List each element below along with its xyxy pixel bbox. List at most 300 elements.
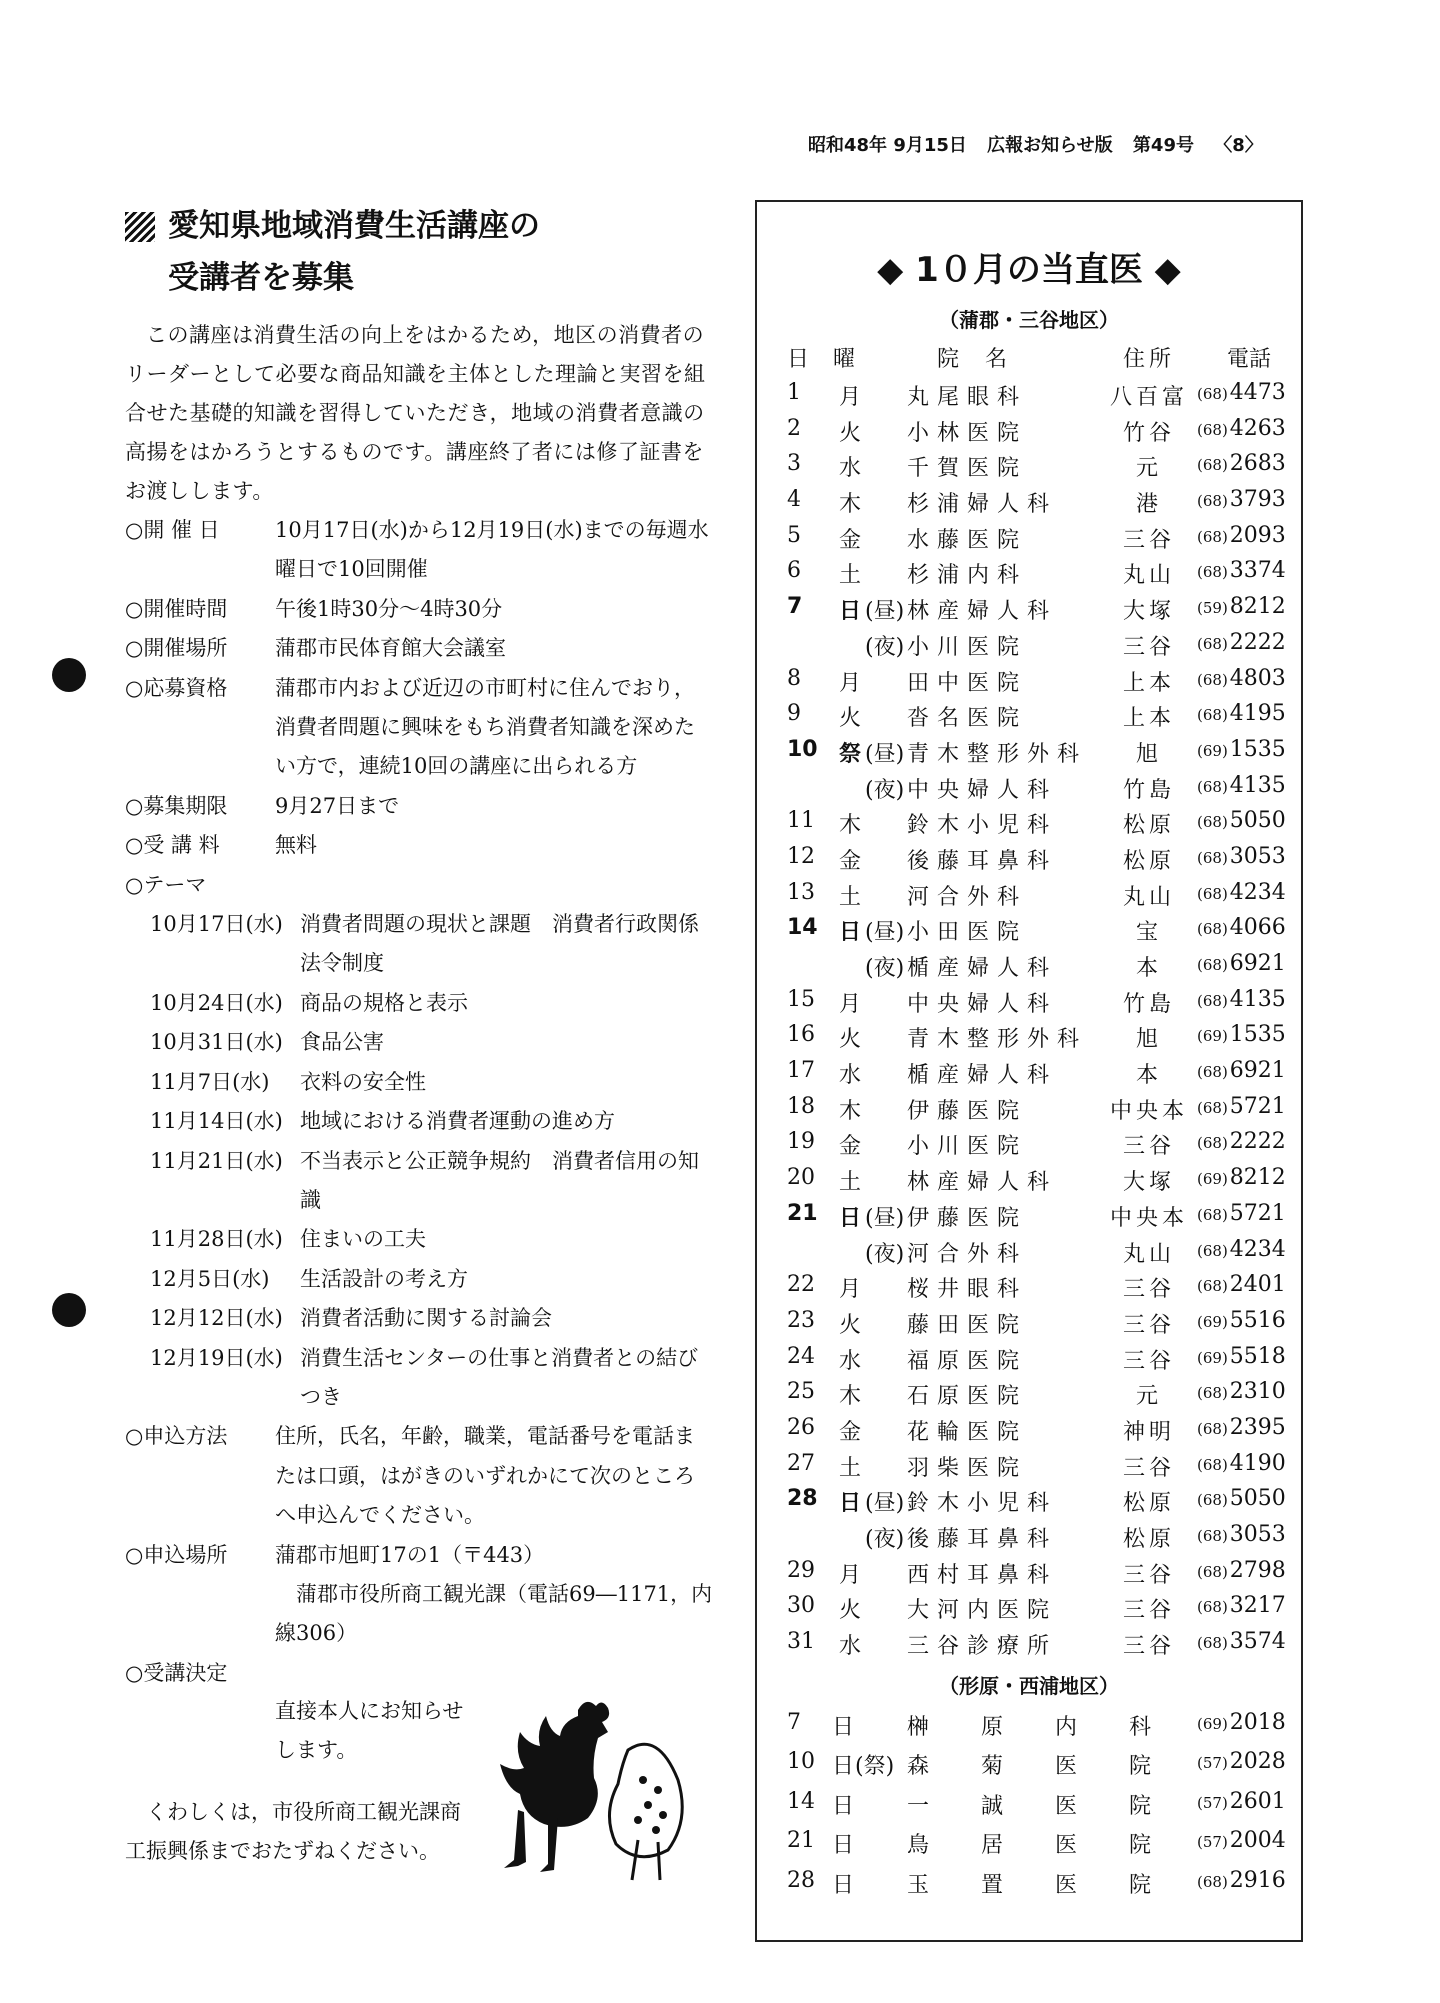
info-value: 蒲郡市民体育館大会議室 [275, 636, 506, 661]
row-address: 中央本 [1109, 1205, 1188, 1231]
row-day: 20 [787, 1165, 815, 1191]
row-weekday: 火 [839, 706, 862, 732]
row-phone [1197, 1710, 1286, 1735]
row-phone [1197, 451, 1286, 476]
row-clinic: 楯産婦人科 [907, 1063, 1058, 1089]
row-clinic: 田中医院 [907, 670, 1028, 696]
row-weekday: 日 [839, 1205, 862, 1231]
row-exchange: (68) [1197, 1598, 1228, 1617]
row-exchange: (69) [1197, 1170, 1228, 1189]
row-phone [1197, 380, 1286, 405]
row-clinic: 一誠医院 [907, 1793, 1204, 1819]
row-number: 2028 [1229, 1749, 1286, 1775]
row-exchange: (69) [1197, 741, 1228, 760]
table-row [787, 1237, 1287, 1273]
row-weekday: 月 [839, 385, 862, 410]
row-weekday: 土 [839, 1170, 862, 1196]
row-address: 旭 [1135, 741, 1162, 767]
table-row [787, 1272, 1287, 1308]
row-number: 4803 [1229, 665, 1286, 691]
row-weekday: 金 [839, 1134, 862, 1160]
article-title-line2: 受講者を募集 [168, 260, 354, 296]
theme-date: 12月5日(水) [150, 1266, 270, 1291]
row-address: 三谷 [1122, 527, 1175, 553]
table-row [787, 701, 1287, 737]
row-exchange: (68) [1197, 1419, 1228, 1438]
row-clinic: 水藤医院 [907, 527, 1028, 553]
row-phone [1197, 737, 1286, 762]
row-address: 三谷 [1122, 1634, 1175, 1660]
info-value: 無料 [275, 833, 317, 858]
row-number: 3793 [1229, 487, 1286, 513]
theme-topic: 消費者問題の現状と課題 消費者行政関係法令制度 [300, 912, 699, 976]
row-clinic: 河合外科 [907, 884, 1028, 910]
info-label: ○応募資格 [125, 675, 228, 700]
row-clinic: 藤田医院 [907, 1312, 1028, 1338]
row-address: 丸山 [1122, 884, 1175, 910]
row-weekday: 土 [839, 563, 862, 589]
row-address: 八百富 [1109, 385, 1188, 410]
row-exchange: (68) [1197, 848, 1228, 867]
row-clinic: 玉置医院 [907, 1872, 1204, 1898]
row-clinic: 福原医院 [907, 1348, 1028, 1374]
row-day: 10 [787, 736, 818, 762]
row-clinic: 三谷診療所 [907, 1634, 1058, 1660]
row-phone [1197, 1201, 1286, 1226]
info-value: 10月17日(水)から12月19日(水)までの毎週水曜日で10回開催 [275, 518, 709, 582]
row-phone [1197, 844, 1286, 869]
row-weekday: 火 [839, 420, 862, 446]
row-number: 5518 [1229, 1343, 1286, 1369]
row-exchange: (68) [1197, 1277, 1228, 1296]
row-weekday: 日 [832, 1754, 855, 1780]
table-row [787, 1868, 1287, 1907]
row-weekday: 日 [832, 1872, 855, 1898]
row-weekday: 火 [839, 1027, 862, 1053]
row-address: 大塚 [1122, 1170, 1175, 1196]
row-day: 14 [787, 1788, 815, 1814]
row-weekday: 火 [839, 1312, 862, 1338]
table-row [787, 880, 1287, 916]
row-number: 5050 [1229, 1486, 1286, 1512]
row-number: 2222 [1229, 629, 1286, 655]
theme-item [150, 984, 715, 1023]
article-title-line1: 愛知県地域消費生活講座の [168, 208, 540, 244]
table-row [787, 558, 1287, 594]
row-phone [1197, 773, 1286, 798]
table-row [787, 1593, 1287, 1629]
row-address: 松原 [1122, 1527, 1175, 1552]
row-day: 24 [787, 1343, 815, 1369]
row-day: 26 [787, 1414, 815, 1440]
row-weekday: 金 [839, 527, 862, 553]
row-phone [1197, 630, 1286, 655]
row-clinic: 小田医院 [907, 920, 1028, 946]
row-number: 2004 [1229, 1828, 1286, 1854]
theme-topic: 生活設計の考え方 [300, 1266, 468, 1291]
info-item [125, 590, 715, 629]
row-holiday: (祭) [855, 1754, 895, 1780]
info-label: ○開 催 日 [125, 518, 220, 542]
info-item [125, 1536, 715, 1575]
col-phone: 電話 [1227, 347, 1272, 372]
row-clinic: 桜井眼科 [907, 1277, 1028, 1303]
row-phone [1197, 987, 1286, 1012]
row-number: 2222 [1229, 1129, 1286, 1155]
row-number: 5516 [1229, 1307, 1286, 1333]
row-number: 2401 [1229, 1272, 1286, 1298]
row-address: 上本 [1122, 670, 1175, 696]
row-exchange: (68) [1197, 813, 1228, 832]
table-row [787, 1129, 1287, 1165]
row-address: 丸山 [1122, 563, 1175, 589]
row-address: 三谷 [1122, 1455, 1175, 1481]
row-exchange: (68) [1197, 634, 1228, 653]
row-clinic: 西村耳鼻科 [907, 1562, 1058, 1588]
row-phone [1197, 1379, 1286, 1404]
info-label [125, 1575, 275, 1654]
row-weekday: 日 [839, 599, 862, 625]
row-exchange: (68) [1197, 956, 1228, 974]
row-number: 8212 [1229, 1165, 1286, 1191]
row-number: 2916 [1229, 1867, 1286, 1893]
row-number: 1535 [1229, 736, 1286, 762]
info-value [275, 866, 715, 905]
row-exchange: (68) [1197, 920, 1228, 939]
row-exchange: (69) [1197, 1027, 1228, 1046]
row-clinic: 楯産婦人科 [907, 956, 1058, 981]
row-address: 元 [1135, 1384, 1162, 1410]
info-label: ○申込場所 [125, 1542, 228, 1567]
row-shift: (昼) [865, 599, 905, 625]
row-phone [1197, 1749, 1286, 1774]
row-number: 4263 [1229, 415, 1286, 441]
row-clinic: 中央婦人科 [907, 991, 1058, 1017]
row-clinic: 沓名医院 [907, 706, 1028, 732]
row-exchange: (68) [1197, 456, 1228, 475]
row-day: 23 [787, 1307, 815, 1333]
row-exchange: (68) [1197, 563, 1228, 582]
row-phone [1197, 951, 1286, 976]
row-clinic: 小川医院 [907, 1134, 1028, 1160]
row-number: 2018 [1229, 1710, 1286, 1735]
theme-item [150, 1220, 715, 1259]
row-day: 19 [787, 1129, 815, 1155]
row-weekday: 木 [839, 813, 862, 839]
info-item [125, 629, 715, 668]
row-day: 9 [787, 701, 801, 727]
row-day: 22 [787, 1272, 815, 1298]
theme-date: 12月19日(水) [150, 1345, 283, 1370]
theme-item [150, 1260, 715, 1299]
row-weekday: 日 [832, 1793, 855, 1819]
row-exchange: (68) [1197, 1455, 1228, 1474]
row-number: 3053 [1229, 843, 1286, 869]
row-weekday: 水 [839, 1063, 862, 1089]
row-phone [1197, 523, 1286, 548]
row-exchange: (57) [1197, 1754, 1228, 1773]
row-clinic: 羽柴医院 [907, 1455, 1028, 1481]
info-item [125, 866, 715, 905]
table-row [787, 1451, 1287, 1487]
row-day: 30 [787, 1593, 815, 1619]
row-number: 4066 [1229, 915, 1286, 941]
row-address: 宝 [1135, 920, 1162, 946]
row-address: 本 [1135, 1063, 1162, 1089]
row-day: 29 [787, 1557, 815, 1583]
table-row [787, 1344, 1287, 1380]
row-day: 1 [787, 380, 801, 405]
row-clinic: 林産婦人科 [907, 599, 1058, 625]
row-clinic: 森菊医院 [907, 1754, 1204, 1780]
row-address: 三谷 [1122, 1277, 1175, 1303]
info-value: 蒲郡市旭町17の1（〒443） [275, 1542, 545, 1567]
row-weekday: 日 [832, 1715, 855, 1740]
row-clinic: 小林医院 [907, 420, 1028, 446]
row-day: 3 [787, 451, 801, 477]
row-exchange: (68) [1197, 1634, 1228, 1653]
table-row [787, 1749, 1287, 1788]
theme-topic: 食品公害 [300, 1030, 384, 1055]
col-weekday: 曜 [833, 347, 856, 372]
row-day: 13 [787, 879, 815, 905]
rooster-illustration-icon [478, 1690, 708, 1890]
info-label: ○申込方法 [125, 1424, 228, 1449]
row-exchange: (68) [1197, 884, 1228, 903]
row-shift: (昼) [865, 920, 905, 946]
info-item [125, 511, 715, 590]
table-row [787, 523, 1287, 559]
row-number: 2395 [1229, 1414, 1286, 1440]
info-value: 午後1時30分～4時30分 [275, 596, 503, 621]
row-exchange: (59) [1197, 599, 1228, 618]
row-exchange: (68) [1197, 1491, 1228, 1510]
row-address: 三谷 [1122, 1134, 1175, 1160]
row-exchange: (69) [1197, 1348, 1228, 1367]
row-number: 3217 [1229, 1593, 1286, 1619]
row-address: 本 [1135, 956, 1162, 981]
row-day: 25 [787, 1379, 815, 1405]
decision-text: 直接本人にお知らせします。 [275, 1699, 464, 1762]
row-weekday: 木 [839, 1098, 862, 1124]
table-row [787, 1379, 1287, 1415]
row-phone [1197, 1828, 1286, 1853]
row-exchange: (69) [1197, 1312, 1228, 1331]
row-day: 18 [787, 1093, 815, 1119]
table-row [787, 844, 1287, 880]
info-item [125, 1417, 715, 1535]
row-clinic: 小川医院 [907, 634, 1028, 660]
theme-topic: 消費者活動に関する討論会 [300, 1306, 552, 1331]
row-exchange: (68) [1197, 1205, 1228, 1224]
table-row [787, 915, 1287, 951]
row-number: 4473 [1229, 380, 1286, 405]
info-item [125, 669, 715, 787]
row-clinic: 杉浦内科 [907, 563, 1028, 589]
row-clinic: 林産婦人科 [907, 1170, 1058, 1196]
row-number: 6921 [1229, 951, 1286, 976]
info-label: ○受講決定 [125, 1660, 228, 1685]
row-clinic: 大河内医院 [907, 1598, 1058, 1624]
table-row [787, 1308, 1287, 1344]
row-clinic: 河合外科 [907, 1241, 1028, 1267]
table-row [787, 987, 1287, 1023]
row-phone [1197, 1629, 1286, 1654]
row-weekday: 金 [839, 848, 862, 874]
row-day: 28 [787, 1486, 818, 1512]
row-exchange: (68) [1197, 1562, 1228, 1581]
article-items [125, 511, 715, 1693]
table-row [787, 630, 1287, 666]
row-phone [1197, 1451, 1286, 1476]
theme-topic: 消費生活センターの仕事と消費者との結びつき [300, 1345, 699, 1409]
row-weekday: 木 [839, 1384, 862, 1410]
row-exchange: (68) [1197, 1872, 1228, 1891]
row-address: 三谷 [1122, 1348, 1175, 1374]
page-header [808, 131, 1328, 167]
row-exchange: (57) [1197, 1793, 1228, 1812]
row-phone [1197, 1558, 1286, 1583]
row-clinic: 千賀医院 [907, 456, 1028, 482]
theme-item [150, 1142, 715, 1221]
row-phone [1197, 1789, 1286, 1814]
info-item [125, 1575, 715, 1654]
row-clinic: 丸尾眼科 [907, 385, 1028, 410]
theme-item [150, 905, 715, 984]
row-exchange: (57) [1197, 1833, 1228, 1852]
row-address: 神明 [1122, 1419, 1175, 1445]
row-day: 17 [787, 1058, 815, 1084]
row-exchange: (68) [1197, 1241, 1228, 1260]
row-clinic: 榊原内科 [907, 1715, 1204, 1740]
row-day: 31 [787, 1629, 815, 1655]
table-row [787, 1710, 1287, 1749]
row-phone [1197, 1486, 1286, 1511]
row-number: 4234 [1229, 879, 1286, 905]
table-row [787, 1058, 1287, 1094]
row-address: 中央本 [1109, 1098, 1188, 1124]
table-row [787, 1629, 1287, 1665]
row-phone [1197, 487, 1286, 512]
article-title [125, 200, 715, 304]
row-day: 7 [787, 594, 803, 620]
article-intro: この講座は消費生活の向上をはかるため，地区の消費者のリーダーとして必要な商品知識を主体とした理論と実習を組合せた基礎的知識を習得していただき，地域の消費者意識の高揚をはかろうとするものです。講座終了者には修了証書をお渡しします。 [125, 323, 706, 503]
table-row [787, 1486, 1287, 1522]
info-item [125, 826, 715, 865]
row-phone [1197, 880, 1286, 905]
theme-item [150, 1023, 715, 1062]
table-row [787, 666, 1287, 702]
row-number: 3574 [1229, 1629, 1286, 1655]
row-number: 4195 [1229, 701, 1286, 727]
theme-topic: 地域における消費者運動の進め方 [300, 1109, 615, 1134]
header-date: 昭和48年 9月15日 [808, 135, 967, 156]
row-phone [1197, 416, 1286, 441]
row-address: 竹島 [1122, 777, 1175, 803]
row-clinic: 伊藤医院 [907, 1098, 1028, 1124]
row-weekday: 月 [839, 670, 862, 696]
theme-date: 11月7日(水) [150, 1069, 270, 1094]
row-phone [1197, 1237, 1286, 1262]
row-weekday: 土 [839, 1455, 862, 1481]
theme-item [150, 1063, 715, 1102]
row-phone [1197, 808, 1286, 833]
row-phone [1197, 1308, 1286, 1333]
row-address: 旭 [1135, 1027, 1162, 1053]
theme-topic: 住まいの工夫 [300, 1227, 426, 1252]
row-weekday: 日 [839, 920, 862, 946]
row-number: 3053 [1229, 1522, 1286, 1547]
row-phone [1197, 1344, 1286, 1369]
row-phone [1197, 1868, 1286, 1893]
row-exchange: (68) [1197, 670, 1228, 689]
row-number: 4135 [1229, 986, 1286, 1012]
row-weekday: 日 [839, 1491, 862, 1517]
table-row [787, 737, 1287, 773]
table-row [787, 1522, 1287, 1558]
table-row [787, 487, 1287, 523]
theme-item [150, 1339, 715, 1418]
hatch-mark-icon [125, 212, 155, 242]
row-day: 21 [787, 1200, 818, 1226]
row-address: 竹島 [1122, 991, 1175, 1017]
info-label: ○受 講 料 [125, 833, 220, 858]
row-exchange: (68) [1197, 527, 1228, 546]
row-address: 三谷 [1122, 1312, 1175, 1338]
row-address: 松原 [1122, 1491, 1175, 1517]
row-address: 竹谷 [1122, 420, 1175, 446]
row-weekday: 月 [839, 1562, 862, 1588]
row-phone [1197, 1129, 1286, 1154]
row-day: 4 [787, 487, 801, 513]
theme-date: 10月31日(水) [150, 1030, 283, 1055]
table-row [787, 1828, 1287, 1867]
row-clinic: 鈴木小児科 [907, 813, 1058, 839]
info-value: 蒲郡市内および近辺の市町村に住んでおり，消費者問題に興味をもち消費者知識を深めたい方で，連続10回の講座に出られる方 [275, 675, 695, 779]
theme-topic: 商品の規格と表示 [300, 990, 468, 1015]
row-phone [1197, 1022, 1286, 1047]
row-address: 元 [1135, 456, 1162, 482]
row-day: 8 [787, 665, 801, 691]
row-weekday: 土 [839, 884, 862, 910]
theme-date: 11月14日(水) [150, 1109, 283, 1134]
row-day: 28 [787, 1867, 815, 1893]
table-row [787, 594, 1287, 630]
table-row [787, 1415, 1287, 1451]
row-exchange: (68) [1197, 991, 1228, 1010]
theme-item [150, 1102, 715, 1141]
row-day: 15 [787, 986, 815, 1012]
row-exchange: (68) [1197, 706, 1228, 725]
row-exchange: (68) [1197, 1134, 1228, 1153]
table-row [787, 808, 1287, 844]
area-label-katahara: （形原・西浦地区） [939, 1674, 1119, 1698]
row-number: 8212 [1229, 594, 1286, 620]
info-label: ○募集期限 [125, 793, 228, 818]
row-clinic: 杉浦婦人科 [907, 492, 1058, 518]
row-address: 大塚 [1122, 599, 1175, 625]
table-row [787, 1022, 1287, 1058]
row-weekday: 火 [839, 1598, 862, 1624]
col-clinic: 院 名 [937, 347, 1010, 372]
table-row [787, 416, 1287, 452]
row-clinic: 青木整形外科 [907, 741, 1088, 767]
row-exchange: (68) [1197, 1527, 1228, 1545]
info-label: ○開催場所 [125, 636, 228, 661]
row-exchange: (68) [1197, 1063, 1228, 1082]
schedule-header-row [787, 342, 1287, 378]
row-phone [1197, 1593, 1286, 1618]
